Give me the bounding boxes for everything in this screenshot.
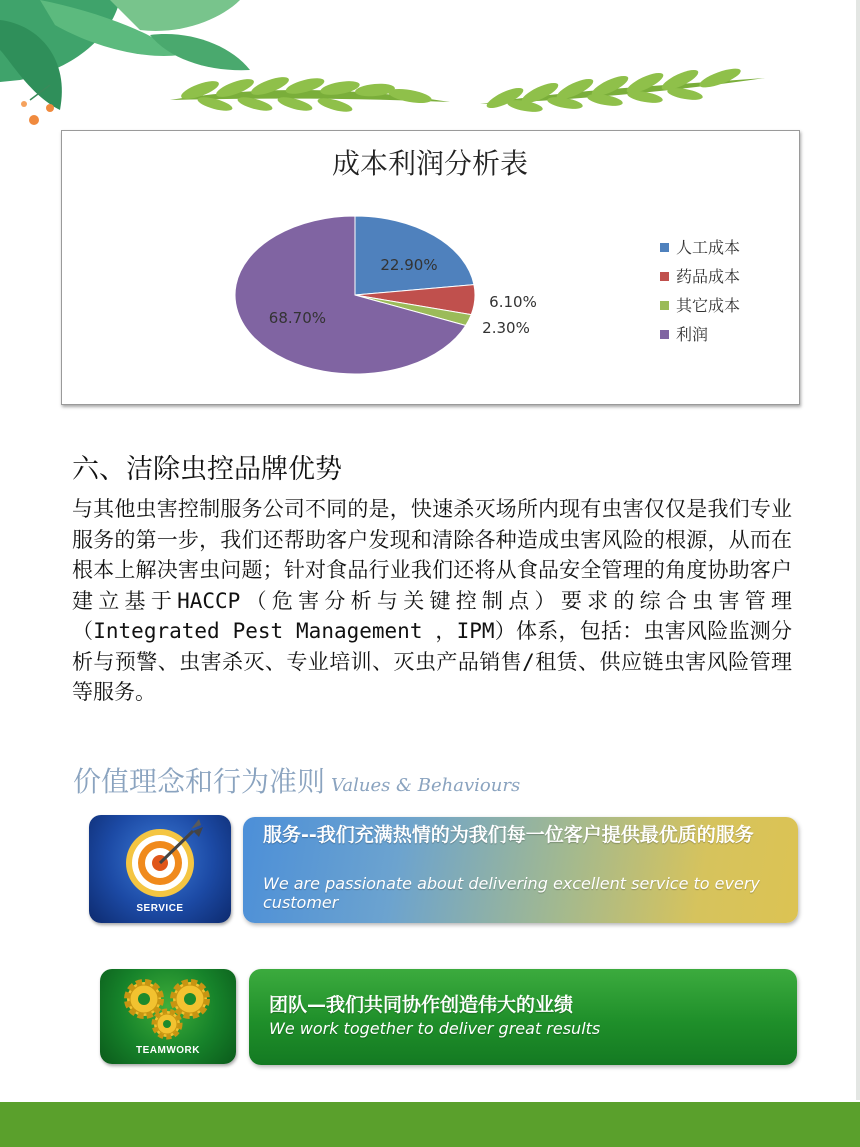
chart-title: 成本利润分析表	[331, 147, 529, 180]
legend-swatch-3	[660, 301, 669, 310]
values-heading	[73, 760, 520, 800]
pie-data-label-3: 2.30%	[482, 319, 530, 337]
page-edge	[856, 0, 860, 1100]
teamwork-icon-tile	[100, 969, 236, 1064]
service-icon-tile	[89, 815, 231, 923]
teamwork-banner-cn: 团队—我们共同协作创造伟大的业绩	[269, 994, 574, 1016]
legend-label-3: 其它成本	[676, 296, 741, 315]
pie-chart-svg	[62, 131, 799, 404]
service-banner-en: We are passionate about delivering excellent service to every customer	[263, 874, 760, 912]
cost-profit-chart	[61, 130, 800, 405]
teamwork-icon-label: TEAMWORK	[136, 1045, 200, 1056]
service-banner-cn: 服务--我们充满热情的为我们每一位客户提供最优质的服务	[263, 824, 754, 846]
pie-data-label-4: 68.70%	[268, 309, 326, 327]
leaf-garland-right	[480, 65, 765, 114]
legend-swatch-1	[660, 243, 669, 252]
section-title: 六、洁除虫控品牌优势	[72, 454, 342, 485]
legend-label-2: 药品成本	[676, 267, 741, 286]
bottom-bar	[0, 1102, 860, 1147]
service-icon-label: SERVICE	[136, 903, 184, 914]
section-body: 与其他虫害控制服务公司不同的是，快速杀灭场所内现有虫害仅仅是我们专业服务的第一步，我们还帮助客户发现和清除各种造成虫害风险的根源，从而在根本上解决害虫问题；针对食品行业我们还将从食品安全管理的角度协助客户建立基于HACCP（危害分析与关键控制点）要求的综合虫害管理（Integrated Pest Management ，IPM）体系，包括：虫害风险监测分析与预警、虫害杀灭、专业培训、灭虫产品销售/租赁、供应链虫害风险管理等服务。	[72, 497, 792, 704]
teamwork-banner	[249, 969, 797, 1065]
legend-swatch-4	[660, 330, 669, 339]
service-banner	[243, 817, 798, 923]
pie-data-label-2: 6.10%	[489, 293, 537, 311]
values-heading-en: Values & Behaviours	[331, 775, 521, 796]
legend-swatch-2	[660, 272, 669, 281]
leaf-decoration	[0, 0, 860, 130]
pie-data-label-1: 22.90%	[380, 256, 438, 274]
values-heading-cn: 价值理念和行为准则	[73, 765, 326, 798]
legend-label-1: 人工成本	[676, 238, 741, 257]
legend-label-4: 利润	[676, 325, 709, 344]
teamwork-banner-en: We work together to deliver great results	[269, 1019, 601, 1038]
leaf-garland-left	[170, 74, 450, 115]
